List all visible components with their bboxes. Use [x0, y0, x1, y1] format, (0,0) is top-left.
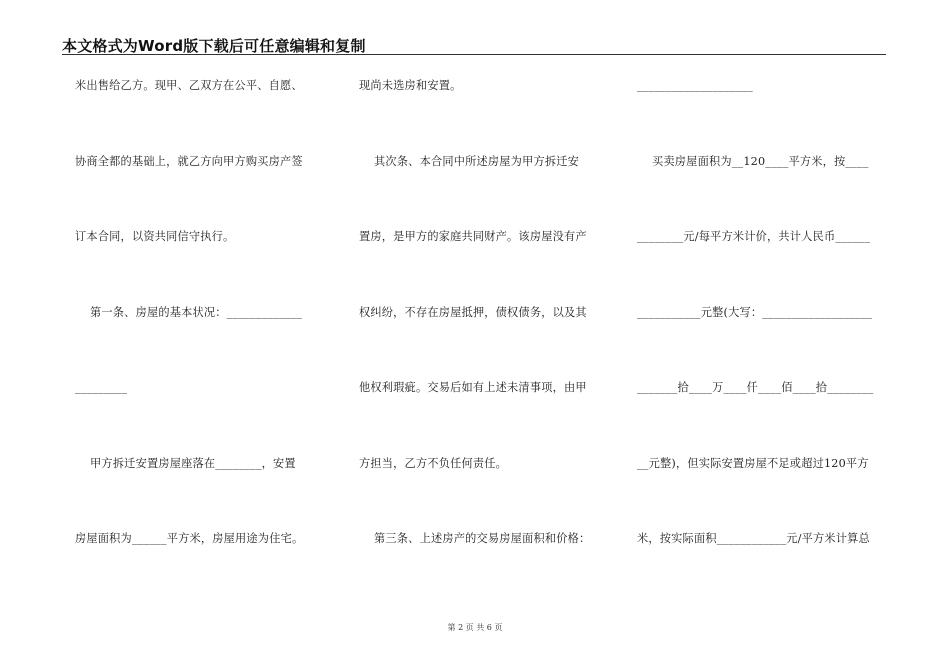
text-line: 买卖房屋面积为__120____平方米，按____ [637, 154, 869, 168]
text-line: 协商全都的基础上，就乙方向甲方购买房产签 [75, 154, 303, 168]
text-line: ____________________ [637, 79, 753, 92]
text-column-1 [75, 76, 325, 605]
text-line: 置房，是甲方的家庭共同财产。该房屋没有产 [359, 230, 587, 243]
text-line: 第三条、上述房产的交易房屋面积和价格： [359, 532, 591, 545]
text-line: ________元/每平方米计价，共计人民币______ [637, 230, 871, 243]
text-line: 其次条、本合同中所述房屋为甲方拆迁安 [359, 154, 580, 168]
text-line: _______拾____万____仟____佰____拾________ [637, 381, 874, 394]
text-line: 现尚未选房和安置。 [359, 79, 462, 92]
text-line: 权纠纷，不存在房屋抵押，债权债务，以及其 [359, 305, 587, 319]
text-line: 方担当，乙方不负任何责任。 [359, 456, 508, 470]
text-line: 米，按实际面积____________元/平方米计算总 [637, 532, 870, 545]
page-number-footer: 第 2 页 共 6 页 [447, 623, 503, 632]
text-line: 房屋面积为______平方米，房屋用途为住宅。 [75, 532, 304, 545]
text-line: 米出售给乙方。现甲、乙双方在公平、自愿、 [75, 79, 303, 92]
text-column-2 [359, 76, 609, 605]
text-line: 甲方拆迁安置房屋座落在________，安置 [75, 456, 296, 470]
text-line: 他权利瑕疵。交易后如有上述未清事项，由甲 [359, 381, 587, 394]
text-line: __元整)，但实际安置房屋不足或超过120平方 [637, 456, 869, 470]
document-header-title: 本文格式为Word版下载后可任意编辑和复制 [62, 37, 366, 55]
header-divider [62, 54, 886, 55]
text-line: _________ [75, 381, 128, 394]
text-column-3 [637, 76, 887, 605]
text-line: 订本合同，以资共同信守执行。 [75, 230, 235, 243]
text-line: ___________元整(大写：___________________ [637, 305, 873, 319]
text-line: 第一条、房屋的基本状况：_____________ [75, 305, 302, 319]
